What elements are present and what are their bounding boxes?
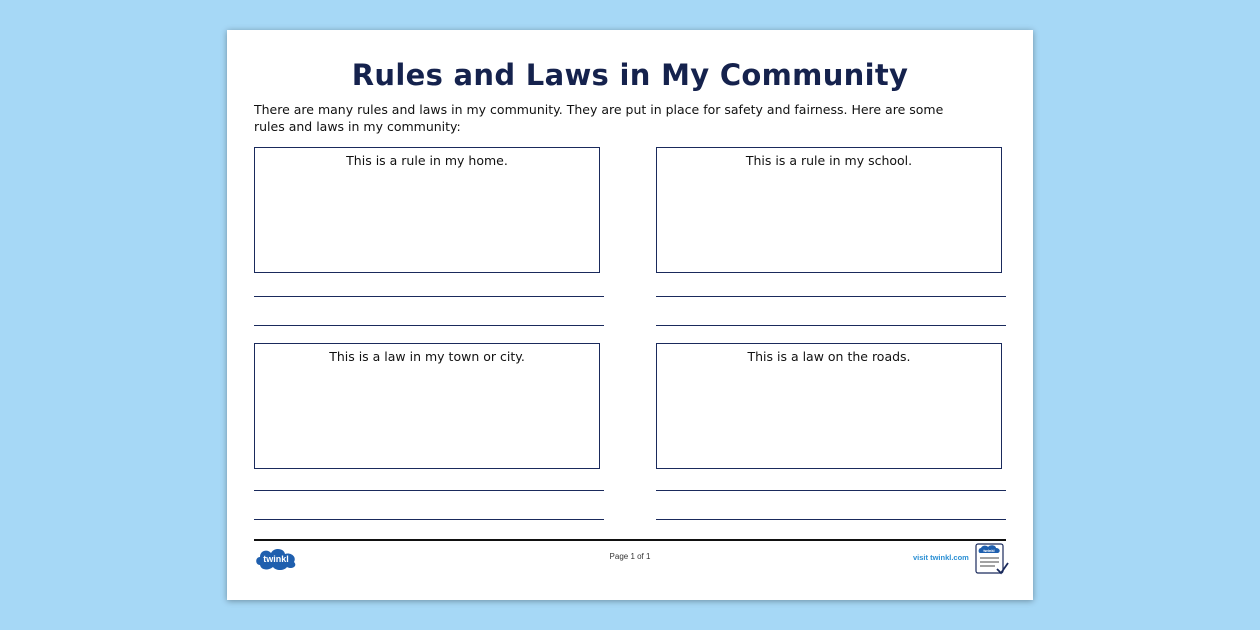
intro-text: There are many rules and laws in my community. They are put in place for safety and fairness. Here are some rules and laws in my community: <box>254 102 944 134</box>
box-label: This is a rule in my school. <box>745 153 913 168</box>
footer-divider <box>254 539 1006 541</box>
writing-line[interactable] <box>656 519 1006 520</box>
writing-line[interactable] <box>656 325 1006 326</box>
box-label: This is a law in my town or city. <box>329 349 525 364</box>
answer-box-school-rule[interactable] <box>656 147 1002 273</box>
visit-link[interactable]: visit twinkl.com <box>913 553 969 562</box>
page-number: Page 1 of 1 <box>609 552 651 561</box>
writing-line[interactable] <box>656 490 1006 491</box>
answer-box-home-rule[interactable] <box>254 147 600 273</box>
answer-box-road-law[interactable] <box>656 343 1002 469</box>
answer-box-town-law[interactable] <box>254 343 600 469</box>
writing-line[interactable] <box>254 490 604 491</box>
svg-text:twinkl: twinkl <box>983 548 995 553</box>
box-label: This is a law on the roads. <box>747 349 911 364</box>
writing-line[interactable] <box>254 296 604 297</box>
logo-text: twinkl <box>263 554 289 564</box>
page-title: Rules and Laws in My Community <box>351 58 909 92</box>
quality-badge-icon <box>975 543 1009 576</box>
worksheet-page <box>227 30 1033 600</box>
writing-line[interactable] <box>254 325 604 326</box>
box-label: This is a rule in my home. <box>346 153 508 168</box>
writing-line[interactable] <box>656 296 1006 297</box>
writing-line[interactable] <box>254 519 604 520</box>
